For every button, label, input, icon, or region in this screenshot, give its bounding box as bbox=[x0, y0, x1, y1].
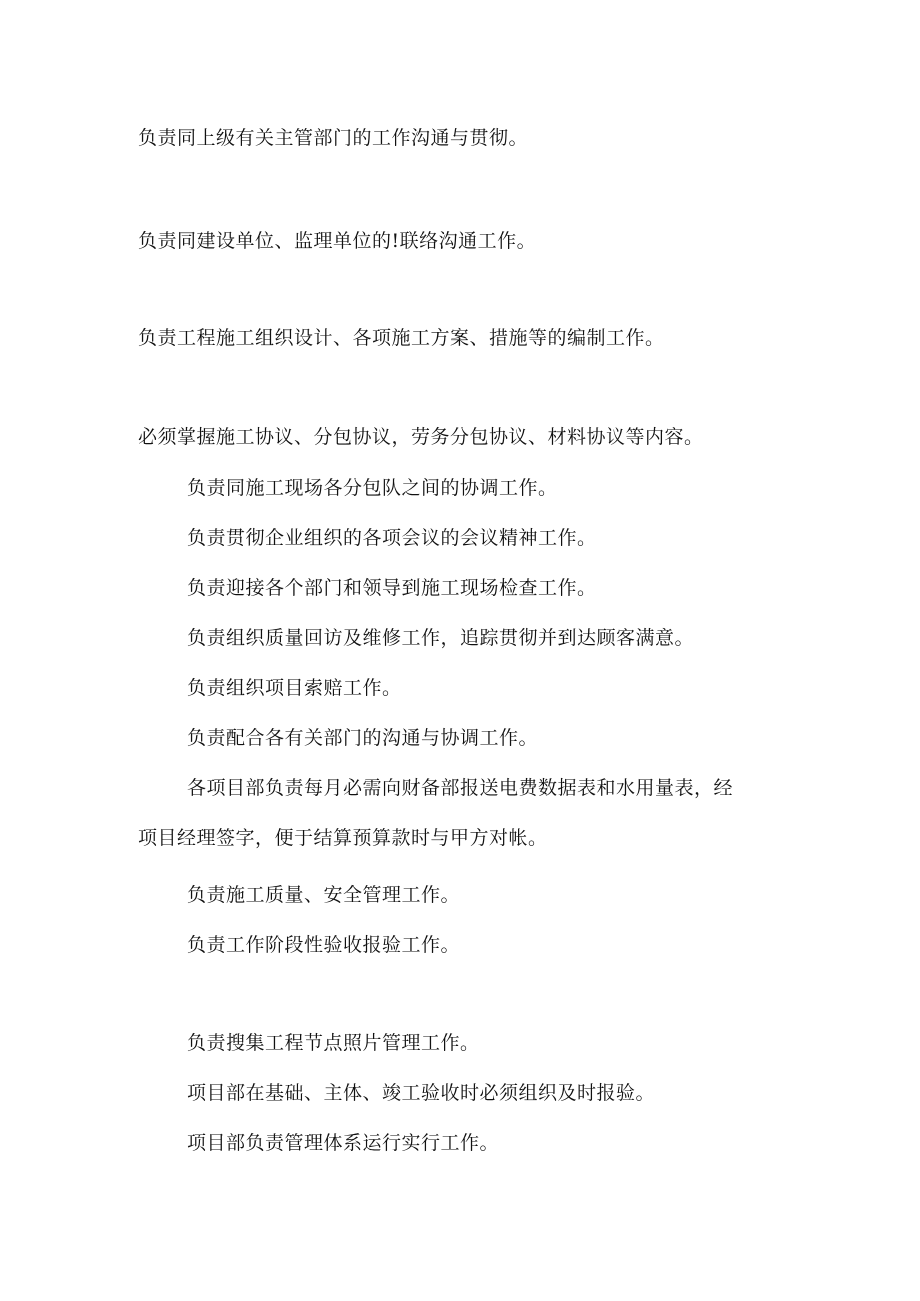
document-line-3: 负责工程施工组织设计、各项施工方案、措施等的编制工作。 bbox=[138, 327, 665, 349]
document-line-16: 项目部在基础、主体、竣工验收时必须组织及时报验。 bbox=[187, 1082, 656, 1104]
document-line-9: 负责组织项目索赔工作。 bbox=[187, 677, 402, 699]
document-line-2: 负责同建设单位、监理单位的!联络沟通工作。 bbox=[138, 230, 537, 252]
document-line-4: 必须掌握施工协议、分包协议，劳务分包协议、材料协议等内容。 bbox=[138, 426, 704, 448]
document-line-13: 负责施工质量、安全管理工作。 bbox=[187, 884, 461, 906]
document-line-15: 负责搜集工程节点照片管理工作。 bbox=[187, 1032, 480, 1054]
document-line-14: 负责工作阶段性验收报验工作。 bbox=[187, 934, 461, 956]
document-line-6: 负责贯彻企业组织的各项会议的会议精神工作。 bbox=[187, 527, 597, 549]
document-line-8: 负责组织质量回访及维修工作，追踪贯彻并到达顾客满意。 bbox=[187, 627, 695, 649]
document-line-11: 各项目部负责每月必需向财备部报送电费数据表和水用量表，经 bbox=[187, 777, 734, 799]
document-line-12: 项目经理签字，便于结算预算款时与甲方对帐。 bbox=[138, 827, 548, 849]
document-line-7: 负责迎接各个部门和领导到施工现场检查工作。 bbox=[187, 577, 597, 599]
document-line-10: 负责配合各有关部门的沟通与协调工作。 bbox=[187, 727, 539, 749]
document-line-5: 负责同施工现场各分包队之间的协调工作。 bbox=[187, 477, 558, 499]
document-line-1: 负责同上级有关主管部门的工作沟通与贯彻。 bbox=[138, 127, 529, 149]
document-line-17: 项目部负责管理体系运行实行工作。 bbox=[187, 1132, 500, 1154]
